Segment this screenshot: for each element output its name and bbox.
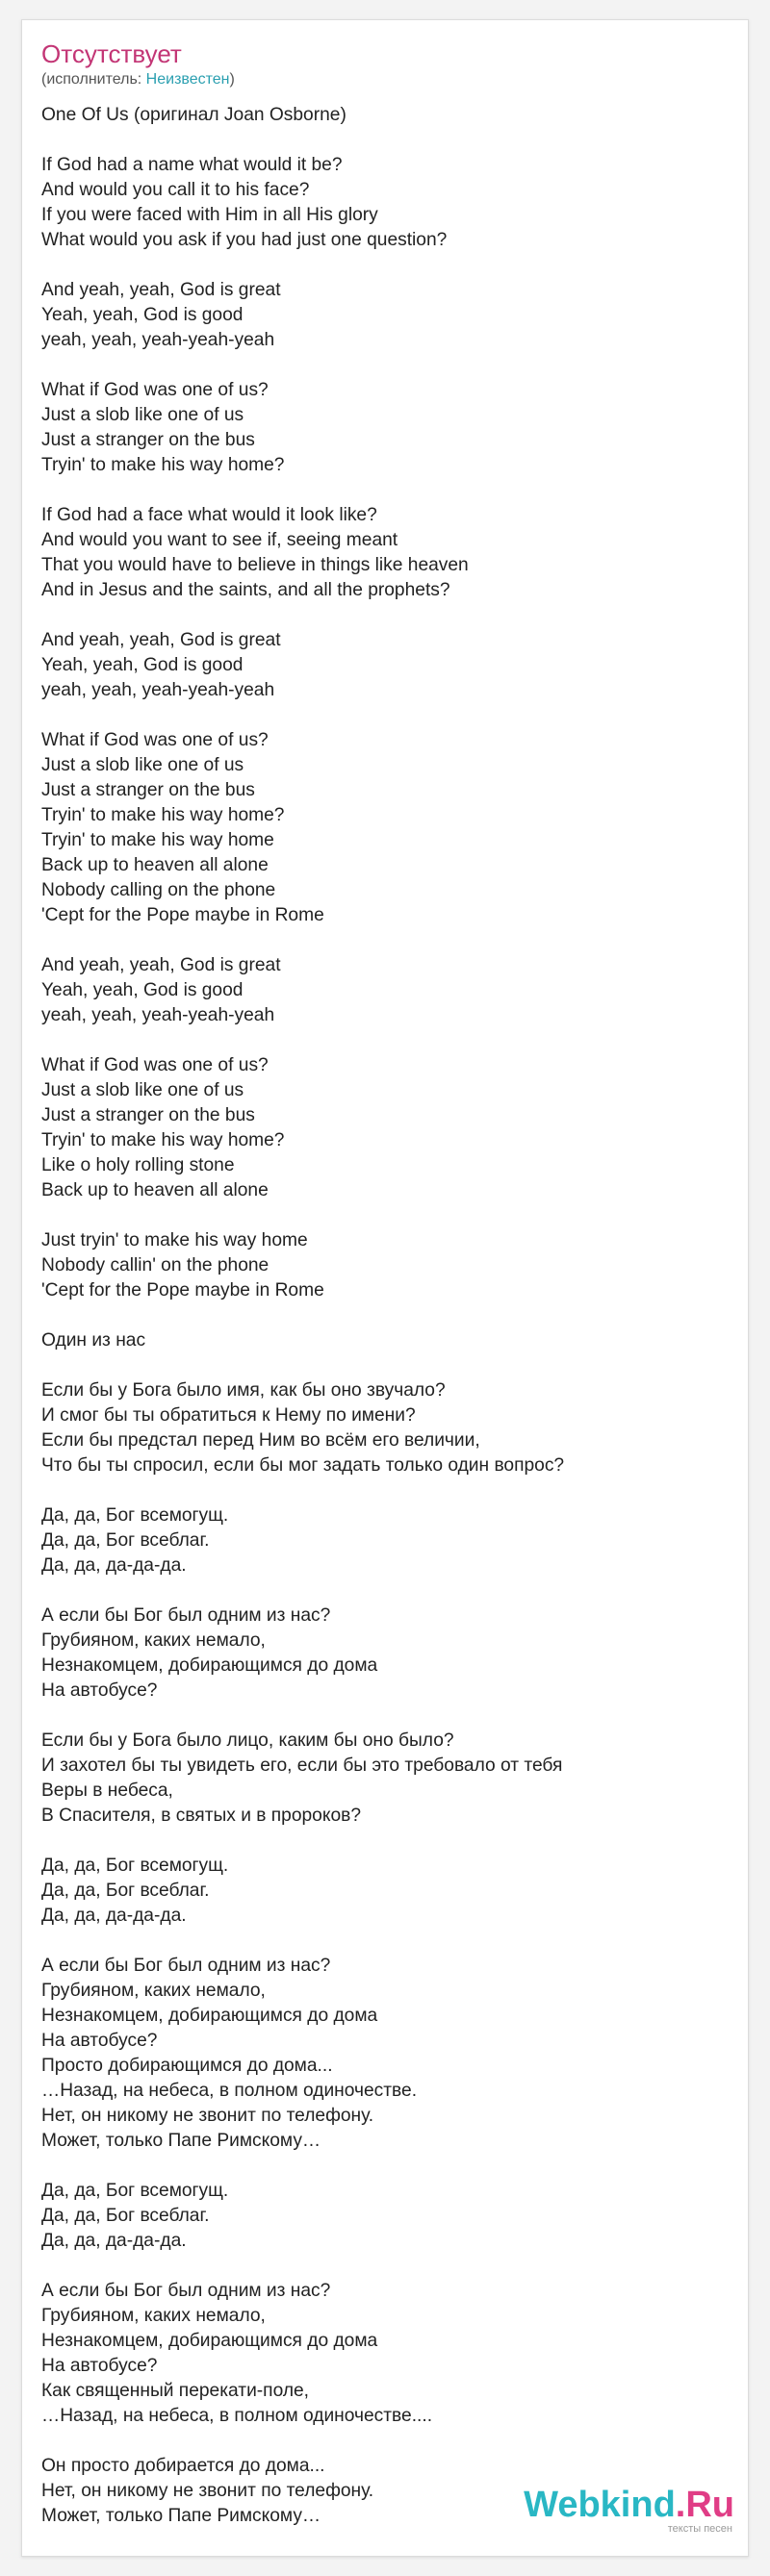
lyric-line: На автобусе? — [41, 1680, 158, 1701]
lyric-line: 'Cept for the Pope maybe in Rome — [41, 1280, 324, 1301]
lyric-line: Грубияном, каких немало, — [41, 1981, 266, 2001]
lyric-line: And yeah, yeah, God is great — [41, 280, 281, 300]
lyric-line: И смог бы ты обратиться к Нему по имени? — [41, 1405, 416, 1426]
lyric-line: Yeah, yeah, God is good — [41, 305, 244, 325]
logo-part-1: Webkind — [524, 2485, 676, 2525]
lyric-line: Что бы ты спросил, если бы мог задать только один вопрос? — [41, 1455, 565, 1476]
stanza-gap — [41, 2254, 725, 2279]
lyric-line: Нет, он никому не звонит по телефону. — [41, 2481, 374, 2501]
lyric-line: Tryin' to make his way home? — [41, 805, 285, 825]
lyric-line: На автобусе? — [41, 2356, 158, 2376]
site-logo-wordmark — [524, 2485, 734, 2525]
lyric-line: One Of Us (оригинал Joan Osborne) — [41, 105, 346, 125]
lyric-line: И захотел бы ты увидеть его, если бы это требовало от тебя — [41, 1755, 563, 1776]
lyric-line: Tryin' to make his way home? — [41, 1130, 285, 1150]
lyric-line: And in Jesus and the saints, and all the prophets? — [41, 580, 450, 600]
lyric-line: Nobody callin' on the phone — [41, 1255, 270, 1275]
lyric-line: …Назад, на небеса, в полном одиночестве.... — [41, 2406, 433, 2426]
lyric-line: Да, да, да-да-да. — [41, 1555, 187, 1576]
lyric-line: Да, да, Бог всеблаг. — [41, 2206, 210, 2226]
lyric-line: Just a slob like one of us — [41, 405, 244, 425]
stanza-gap — [41, 353, 725, 378]
lyric-line: Да, да, Бог всемогущ. — [41, 1856, 229, 1876]
stanza-gap — [41, 1353, 725, 1378]
logo-part-2: .Ru — [675, 2485, 734, 2525]
lyric-line: What if God was one of us? — [41, 1055, 269, 1075]
artist-byline — [41, 70, 235, 89]
lyrics-card — [21, 19, 749, 2557]
stanza-gap — [41, 1478, 725, 1503]
lyric-line: Да, да, Бог всеблаг. — [41, 1881, 210, 1901]
lyric-line: Незнакомцем, добирающимся до дома — [41, 2331, 378, 2351]
lyric-line: Tryin' to make his way home? — [41, 455, 285, 475]
stanza-gap — [41, 2429, 725, 2454]
lyric-line: If God had a name what would it be? — [41, 155, 343, 175]
lyric-line: Может, только Папе Римскому… — [41, 2131, 321, 2151]
lyric-line: Как священный перекати-поле, — [41, 2381, 310, 2401]
lyric-line: Just a stranger on the bus — [41, 1105, 255, 1125]
stanza-gap — [41, 603, 725, 628]
stanza-gap — [41, 1929, 725, 1954]
stanza-gap — [41, 703, 725, 728]
lyric-line: Просто добирающимся до дома... — [41, 2056, 333, 2076]
lyric-line: 'Cept for the Pope maybe in Rome — [41, 905, 324, 925]
lyric-line: А если бы Бог был одним из нас? — [41, 1605, 331, 1626]
lyric-line: Веры в небеса, — [41, 1780, 173, 1801]
lyric-line: На автобусе? — [41, 2031, 158, 2051]
lyric-line: Just a stranger on the bus — [41, 430, 255, 450]
stanza-gap — [41, 1028, 725, 1053]
lyric-line: And would you call it to his face? — [41, 180, 310, 200]
lyric-line: What if God was one of us? — [41, 380, 269, 400]
lyric-line: Just a slob like one of us — [41, 755, 244, 775]
lyric-line: Если бы у Бога было имя, как бы оно звучало? — [41, 1380, 446, 1401]
lyric-line: Да, да, да-да-да. — [41, 2231, 187, 2251]
lyric-line: Back up to heaven all alone — [41, 855, 269, 875]
lyric-line: And yeah, yeah, God is great — [41, 955, 281, 975]
lyric-line: Да, да, Бог всемогущ. — [41, 2181, 229, 2201]
lyric-line: Если бы предстал перед Ним во всём его величии, — [41, 1430, 480, 1451]
lyric-line: Yeah, yeah, God is good — [41, 980, 244, 1000]
lyric-line: Грубияном, каких немало, — [41, 1630, 266, 1651]
lyric-line: That you would have to believe in things like heaven — [41, 555, 469, 575]
stanza-gap — [41, 253, 725, 278]
lyric-line: yeah, yeah, yeah-yeah-yeah — [41, 1005, 275, 1025]
lyric-line: yeah, yeah, yeah-yeah-yeah — [41, 330, 275, 350]
stanza-gap — [41, 2154, 725, 2179]
lyric-line: Just a slob like one of us — [41, 1080, 244, 1100]
lyric-line: Back up to heaven all alone — [41, 1180, 269, 1200]
lyric-line: Один из нас — [41, 1330, 146, 1351]
lyric-line: yeah, yeah, yeah-yeah-yeah — [41, 680, 275, 700]
stanza-gap — [41, 1203, 725, 1228]
lyric-line: А если бы Бог был одним из нас? — [41, 2281, 331, 2301]
stanza-gap — [41, 1704, 725, 1729]
lyric-line: Он просто добирается до дома... — [41, 2456, 325, 2476]
site-logo-tagline: тексты песен — [667, 2523, 732, 2535]
stanza-gap — [41, 478, 725, 503]
byline-prefix: (исполнитель: — [41, 71, 146, 88]
lyric-line: …Назад, на небеса, в полном одиночестве. — [41, 2081, 418, 2101]
lyric-line: Да, да, Бог всеблаг. — [41, 1530, 210, 1551]
stanza-gap — [41, 1303, 725, 1328]
lyric-line: If you were faced with Him in all His glory — [41, 205, 378, 225]
artist-link[interactable]: Неизвестен — [145, 71, 230, 88]
lyric-line: Nobody calling on the phone — [41, 880, 276, 900]
site-logo[interactable] — [524, 2485, 734, 2538]
lyric-line: Like o holy rolling stone — [41, 1155, 235, 1175]
lyric-line: If God had a face what would it look like? — [41, 505, 377, 525]
song-header — [41, 39, 235, 89]
song-title: Отсутствует — [41, 39, 182, 68]
lyric-line: What would you ask if you had just one question? — [41, 230, 448, 250]
stanza-gap — [41, 1578, 725, 1604]
stanza-gap — [41, 128, 725, 153]
stanza-gap — [41, 1829, 725, 1854]
lyric-line: В Спасителя, в святых и в пророков? — [41, 1806, 361, 1826]
lyric-line: Just tryin' to make his way home — [41, 1230, 308, 1250]
lyric-line: Tryin' to make his way home — [41, 830, 274, 850]
lyric-line: А если бы Бог был одним из нас? — [41, 1956, 331, 1976]
stanza-gap — [41, 928, 725, 953]
lyric-line: And would you want to see if, seeing meant — [41, 530, 398, 550]
lyric-line: Да, да, да-да-да. — [41, 1906, 187, 1926]
lyric-line: Да, да, Бог всемогущ. — [41, 1505, 229, 1526]
byline-suffix: ) — [229, 71, 235, 88]
lyric-line: Незнакомцем, добирающимся до дома — [41, 1655, 378, 1676]
lyric-line: What if God was one of us? — [41, 730, 269, 750]
lyric-line: Может, только Папе Римскому… — [41, 2506, 321, 2526]
lyric-line: Нет, он никому не звонит по телефону. — [41, 2106, 374, 2126]
lyric-line: Незнакомцем, добирающимся до дома — [41, 2006, 378, 2026]
lyric-line: And yeah, yeah, God is great — [41, 630, 281, 650]
lyric-line: Если бы у Бога было лицо, каким бы оно было? — [41, 1730, 454, 1751]
lyric-line: Just a stranger on the bus — [41, 780, 255, 800]
lyrics-text — [41, 103, 725, 2529]
lyric-line: Yeah, yeah, God is good — [41, 655, 244, 675]
lyric-line: Грубияном, каких немало, — [41, 2306, 266, 2326]
